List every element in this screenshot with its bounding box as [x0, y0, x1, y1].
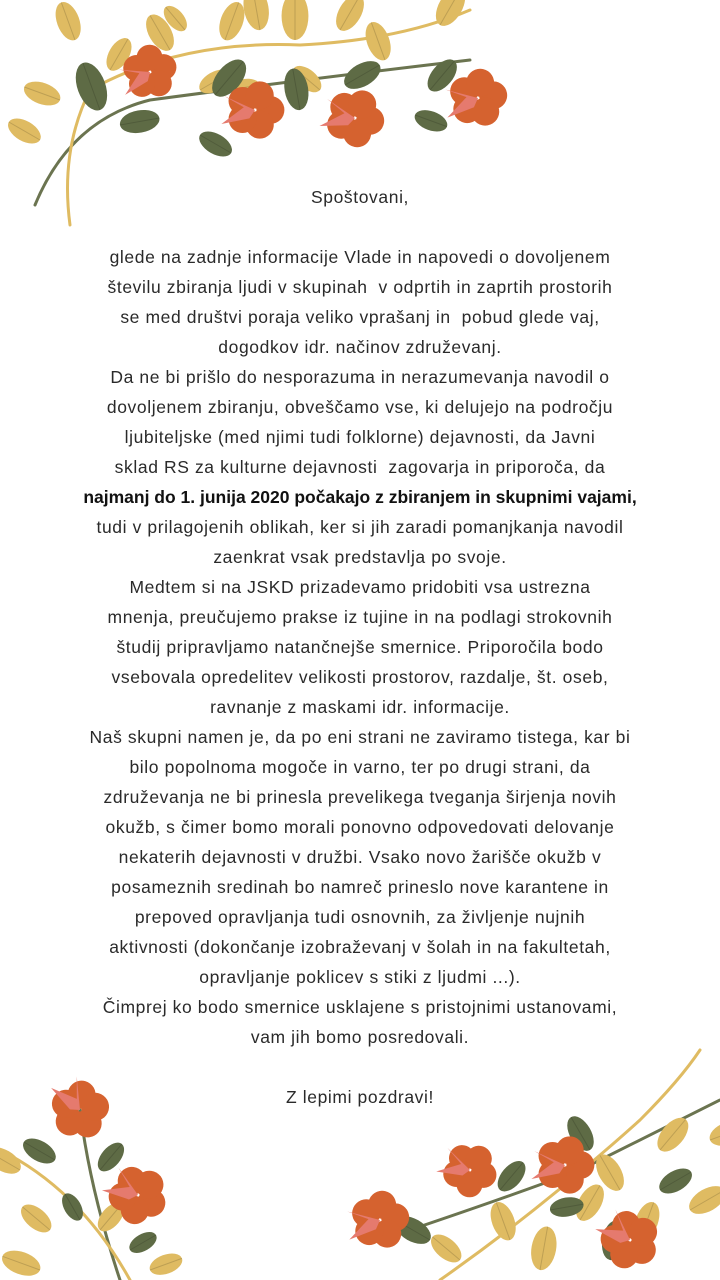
letter-text — [0, 182, 720, 1112]
leaf-icon — [430, 0, 471, 31]
letter-line: številu zbiranja ljudi v skupinah v odprtih in zaprtih prostorih — [107, 277, 613, 297]
letter-line: prepoved opravljanja tudi osnovnih, za življenje nujnih — [134, 907, 586, 927]
flower-icon — [317, 84, 389, 151]
letter-line: posameznih sredinah bo namreč prineslo nove karantene in — [111, 877, 609, 897]
leaf-icon — [330, 0, 369, 36]
flower-icon — [342, 1187, 414, 1254]
greeting: Spoštovani, — [310, 187, 410, 207]
letter-line: Čimprej ko bodo smernice usklajene s pristojnimi ustanovami, — [102, 997, 618, 1017]
letter-line: glede na zadnje informacije Vlade in napovedi o dovoljenem — [109, 247, 611, 267]
letter-line: aktivnosti (dokončanje izobraževanj v šolah in na fakultetah, — [109, 937, 611, 957]
letter-line: ravnanje z maskami idr. informacije. — [210, 697, 510, 717]
leaf-icon — [684, 1180, 720, 1219]
letter-line: vsebovala opredelitev velikosti prostorov, razdalje, št. oseb, — [111, 667, 609, 687]
letter-line: opravljanje poklicev s stiki z ljudmi ...). — [199, 967, 521, 987]
letter-line: dogodkov idr. načinov združevanj. — [218, 337, 502, 357]
letter-line: združevanja ne bi prinesla prevelikega tveganja širjenja novih — [103, 787, 617, 807]
letter-line: vam jih bomo posredovali. — [250, 1027, 470, 1047]
letter-line: Naš skupni namen je, da po eni strani ne zaviramo tistega, kar bi — [89, 727, 631, 747]
letter-line: sklad RS za kulturne dejavnosti zagovarja in priporoča, da — [114, 457, 606, 477]
letter-line: zaenkrat vsak predstavlja po svoje. — [213, 547, 507, 567]
letter-line: ljubiteljske (med njimi tudi folklorne) dejavnosti, da Javni — [124, 427, 596, 447]
letter-line: okužb, s čimer bomo morali ponovno odpovedovati delovanje — [105, 817, 615, 837]
letter-line: nekaterih dejavnosti v družbi. Vsako novo žarišče okužb v — [118, 847, 602, 867]
leaf-icon — [240, 0, 272, 32]
letter-line: mnenja, preučujemo prakse iz tujine in na podlagi strokovnih — [107, 607, 613, 627]
letter-body — [0, 242, 720, 1052]
letter-line: Da ne bi prišlo do nesporazuma in nerazumevanja navodil o — [110, 367, 610, 387]
letter-line: študij pripravljamo natančnejše smernice. Priporočila bodo — [116, 637, 604, 657]
letter-line: dovoljenem zbiranju, obveščamo vse, ki delujejo na področju — [106, 397, 614, 417]
closing: Z lepimi pozdravi! — [286, 1087, 434, 1107]
letter-line: Medtem si na JSKD prizadevamo pridobiti vsa ustrezna — [129, 577, 591, 597]
letter-line: bilo popolnoma mogoče in varno, ter po drugi strani, da — [129, 757, 591, 777]
letter-line: najmanj do 1. junija 2020 počakajo z zbiranjem in skupnimi vajami, — [83, 487, 637, 507]
leaf-icon — [706, 1116, 720, 1151]
letter-line: se med društvi poraja veliko vprašanj in pobud glede vaj, — [120, 307, 600, 327]
flower-icon — [432, 1134, 505, 1204]
letter-line: tudi v prilagojenih oblikah, ker si jih zaradi pomanjkanja navodil — [96, 517, 624, 537]
